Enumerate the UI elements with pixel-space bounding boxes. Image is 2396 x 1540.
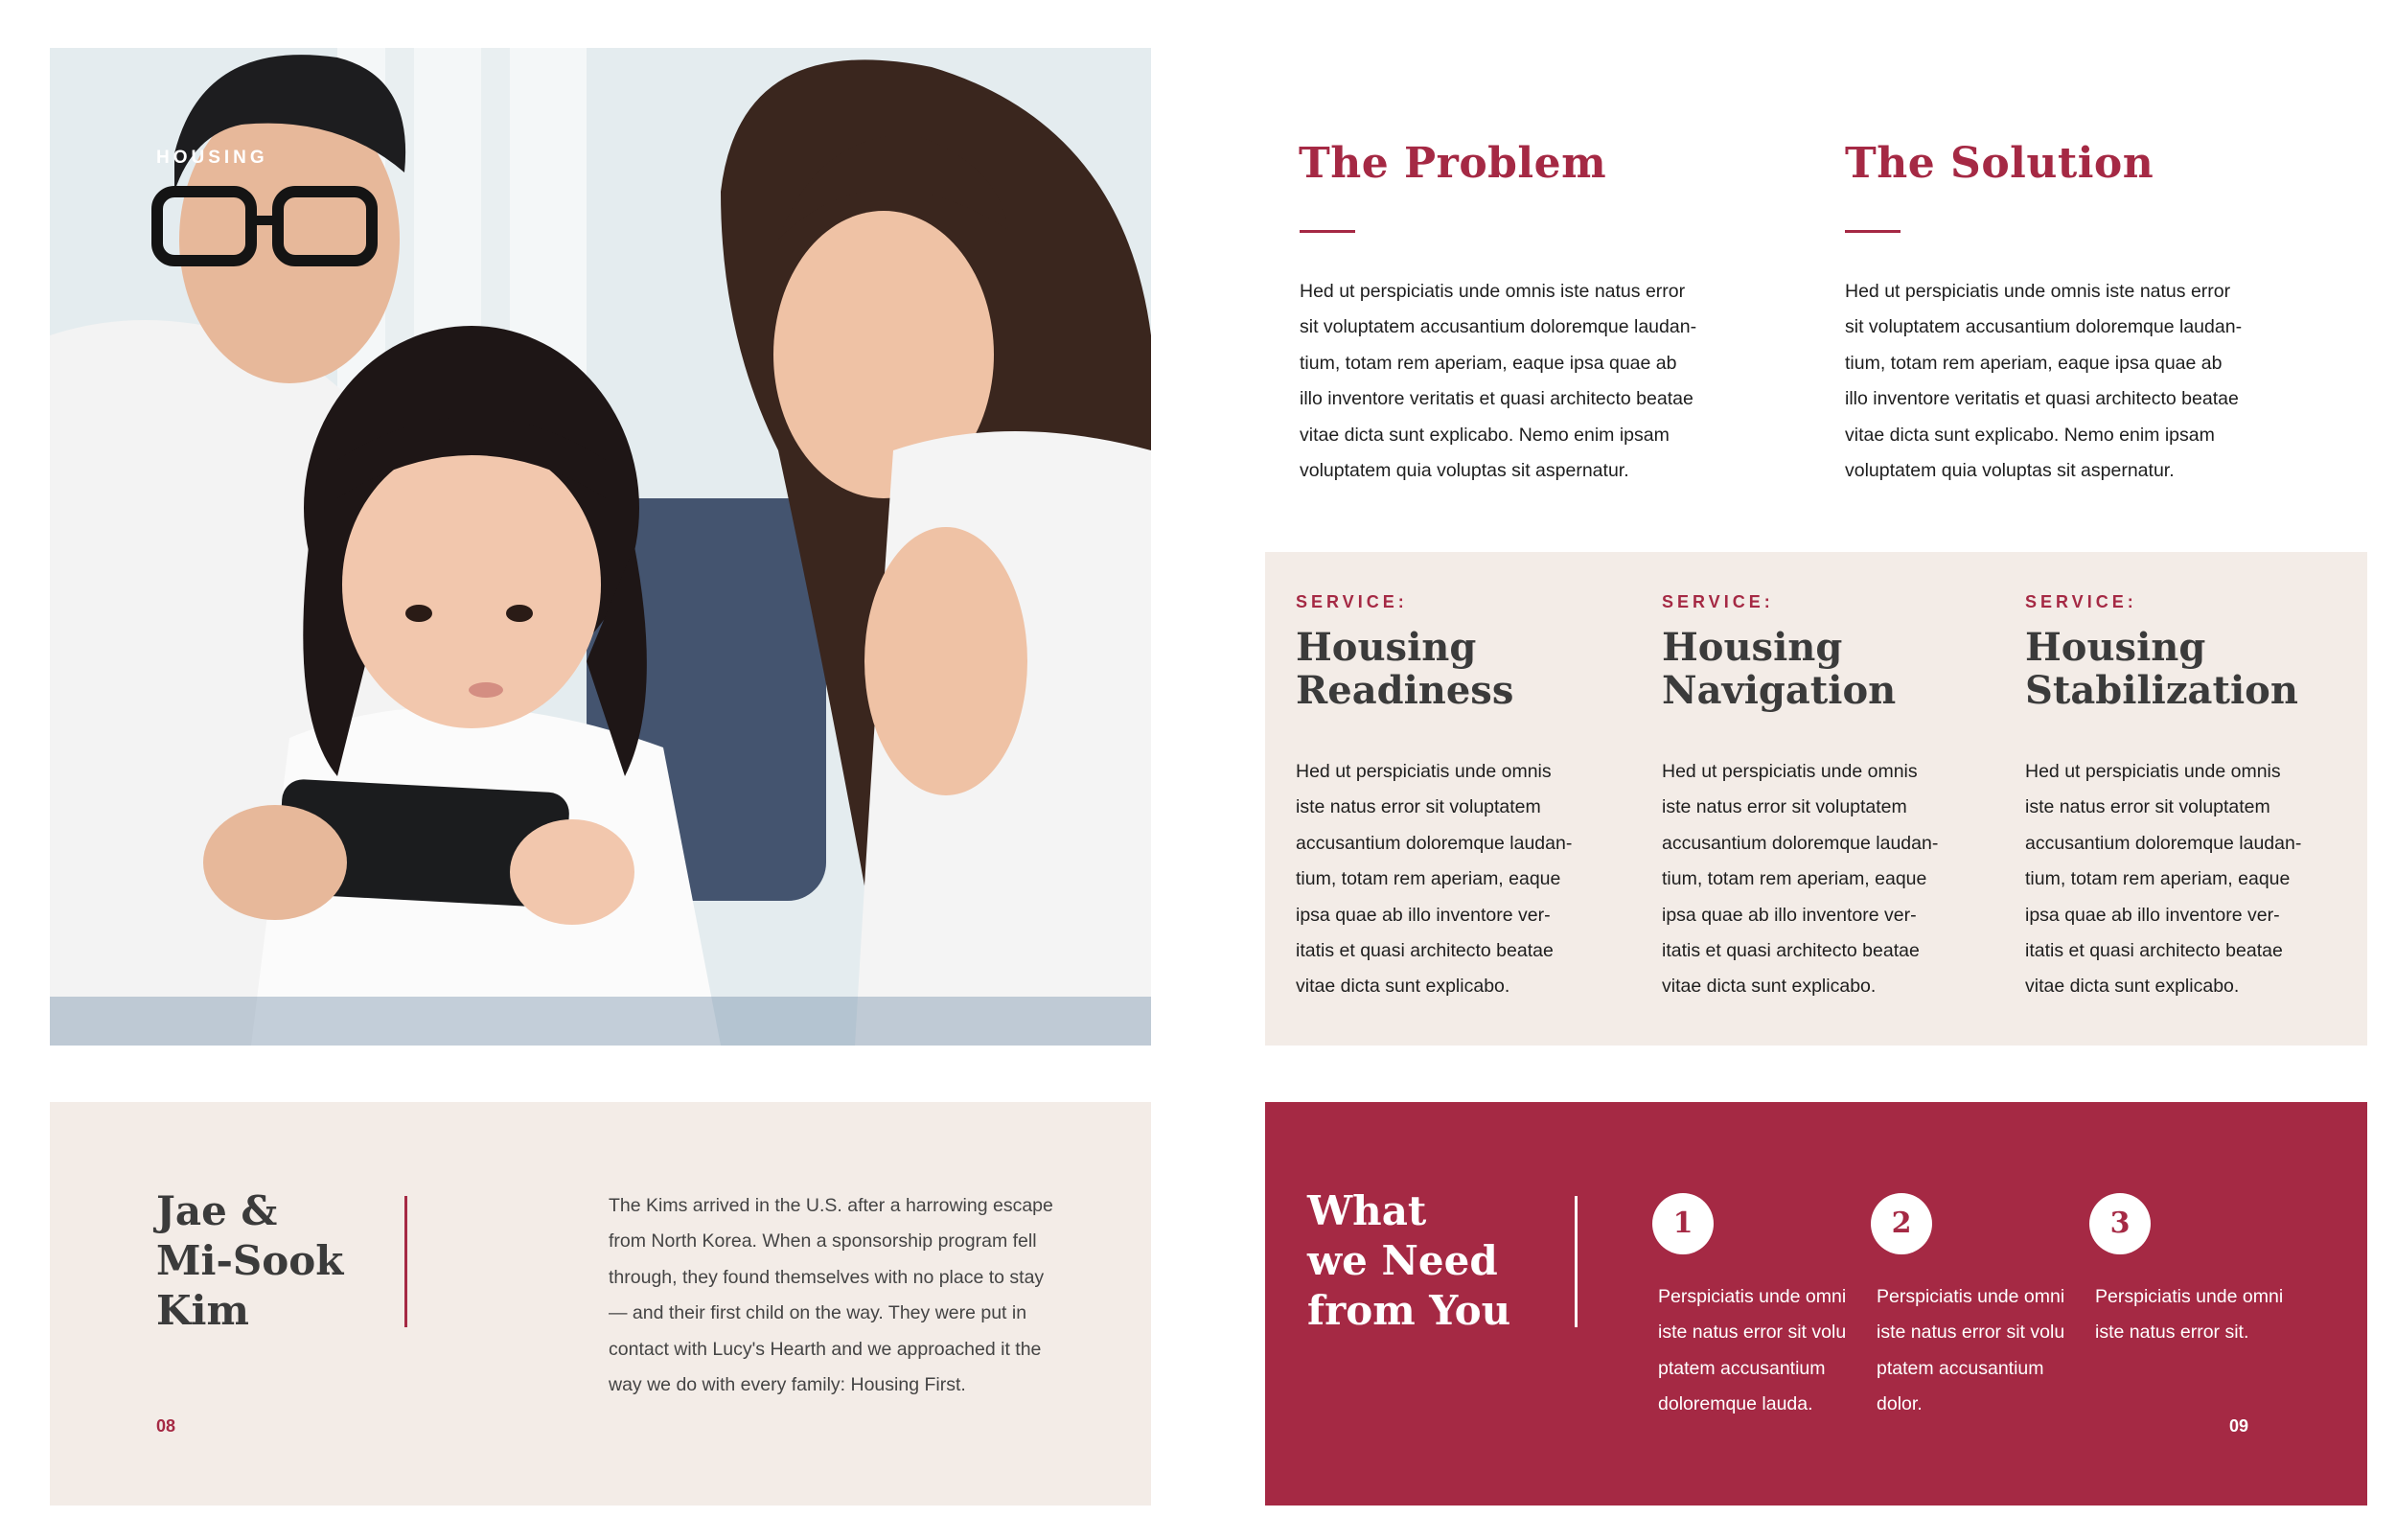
step-number-badge: 1	[1652, 1193, 1714, 1254]
text-line: vitae dicta sunt explicabo. Nemo enim ipsam	[1845, 424, 2215, 446]
text-line: — and their first child on the way. They were put in	[609, 1302, 1027, 1324]
service-card-stabilization	[2025, 592, 2356, 1005]
text-line: illo inventore veritatis et quasi architecto beatae	[1845, 388, 2239, 410]
service-title-line: Housing	[2025, 625, 2206, 670]
service-title-line: Housing	[1662, 625, 1843, 670]
text-line: Hed ut perspiciatis unde omnis	[1296, 761, 1552, 782]
text-line: iste natus error sit volu	[1658, 1322, 1847, 1344]
text-line: illo inventore veritatis et quasi architecto beatae	[1300, 388, 1693, 410]
solution-heading: The Solution	[1845, 139, 2154, 188]
text-line: through, they found themselves with no place to stay	[609, 1266, 1045, 1288]
service-title-line: Housing	[1296, 625, 1477, 670]
text-line: itatis et quasi architecto beatae	[1662, 940, 1920, 962]
family-name-line: Mi-Sook	[156, 1237, 344, 1284]
text-line: voluptatem quia voluptas sit aspernatur.	[1300, 460, 1629, 482]
text-line: voluptatem quia voluptas sit aspernatur.	[1845, 460, 2175, 482]
need-heading-line: we Need	[1307, 1237, 1498, 1284]
text-line: itatis et quasi architecto beatae	[2025, 940, 2283, 962]
family-photo-illustration	[50, 48, 1151, 1046]
problem-rule	[1300, 230, 1355, 233]
service-title	[1662, 626, 1988, 712]
need-item-3	[2089, 1193, 2310, 1351]
service-title-line: Readiness	[1296, 668, 1514, 713]
family-name-line: Jae &	[156, 1187, 278, 1234]
text-line: tium, totam rem aperiam, eaque	[1296, 868, 1561, 890]
text-line: The Kims arrived in the U.S. after a harrowing escape	[609, 1195, 1053, 1216]
solution-text	[1845, 274, 2305, 489]
service-title-line: Stabilization	[2025, 668, 2298, 713]
photo-category-tag: HOUSING	[156, 148, 268, 168]
text-line: Hed ut perspiciatis unde omnis iste natus error	[1845, 281, 2231, 302]
text-line: sit voluptatem accusantium doloremque laudan-	[1845, 316, 2243, 338]
need-item-text	[1877, 1279, 2097, 1423]
service-text	[1296, 754, 1612, 1005]
page-number-left: 08	[156, 1416, 176, 1436]
step-number-badge: 2	[1871, 1193, 1932, 1254]
need-heading-line: What	[1307, 1187, 1427, 1234]
problem-text	[1300, 274, 1750, 489]
text-line: ptatem accusantium	[1877, 1357, 2044, 1379]
service-text	[1662, 754, 1988, 1005]
text-line: vitae dicta sunt explicabo. Nemo enim ipsam	[1300, 424, 1670, 446]
text-line: tium, totam rem aperiam, eaque ipsa quae ab	[1845, 352, 2223, 374]
need-item-text	[2095, 1279, 2315, 1351]
page-number-right: 09	[2229, 1416, 2249, 1436]
text-line: tium, totam rem aperiam, eaque	[1662, 868, 1927, 890]
service-card-readiness	[1296, 592, 1612, 1005]
need-item-2	[1871, 1193, 2072, 1423]
family-name	[156, 1186, 343, 1336]
text-line: iste natus error sit voluptatem	[1662, 796, 1907, 818]
family-name-line: Kim	[156, 1287, 249, 1334]
text-line: doloremque lauda.	[1658, 1393, 1813, 1415]
service-card-navigation	[1662, 592, 1988, 1005]
need-heading-line: from You	[1307, 1287, 1511, 1334]
family-photo	[50, 48, 1151, 1046]
story-text	[609, 1188, 1107, 1403]
step-number-badge: 3	[2089, 1193, 2151, 1254]
text-line: iste natus error sit voluptatem	[2025, 796, 2270, 818]
text-line: Perspiciatis unde omni	[1877, 1286, 2065, 1307]
text-line: accusantium doloremque laudan-	[1296, 832, 1573, 854]
text-line: tium, totam rem aperiam, eaque ipsa quae ab	[1300, 352, 1677, 374]
service-label: SERVICE:	[1296, 592, 1408, 611]
text-line: tium, totam rem aperiam, eaque	[2025, 868, 2291, 890]
text-line: accusantium doloremque laudan-	[2025, 832, 2302, 854]
text-line: vitae dicta sunt explicabo.	[2025, 976, 2240, 998]
service-title-line: Navigation	[1662, 668, 1897, 713]
text-line: ptatem accusantium	[1658, 1357, 1826, 1379]
text-line: contact with Lucy's Hearth and we approached it the	[609, 1338, 1042, 1360]
service-label: SERVICE:	[1662, 592, 1774, 611]
problem-heading: The Problem	[1299, 139, 1607, 188]
service-text	[2025, 754, 2356, 1005]
text-line: Hed ut perspiciatis unde omnis	[1662, 761, 1918, 782]
service-title	[1296, 626, 1612, 712]
text-line: Hed ut perspiciatis unde omnis	[2025, 761, 2281, 782]
need-item-text	[1658, 1279, 1878, 1423]
text-line: iste natus error sit volu	[1877, 1322, 2065, 1344]
text-line: vitae dicta sunt explicabo.	[1296, 976, 1510, 998]
text-line: ipsa quae ab illo inventore ver-	[2025, 904, 2280, 926]
service-label: SERVICE:	[2025, 592, 2137, 611]
text-line: Perspiciatis unde omni	[2095, 1286, 2284, 1307]
text-line: dolor.	[1877, 1393, 1923, 1415]
text-line: sit voluptatem accusantium doloremque laudan-	[1300, 316, 1697, 338]
text-line: iste natus error sit voluptatem	[1296, 796, 1541, 818]
text-line: ipsa quae ab illo inventore ver-	[1662, 904, 1917, 926]
text-line: Hed ut perspiciatis unde omnis iste natus error	[1300, 281, 1686, 302]
text-line: way we do with every family: Housing First.	[609, 1374, 966, 1396]
text-line: ipsa quae ab illo inventore ver-	[1296, 904, 1551, 926]
text-line: vitae dicta sunt explicabo.	[1662, 976, 1877, 998]
solution-rule	[1845, 230, 1901, 233]
need-item-1	[1652, 1193, 1854, 1423]
text-line: iste natus error sit.	[2095, 1322, 2249, 1344]
text-line: accusantium doloremque laudan-	[1662, 832, 1939, 854]
text-line: Perspiciatis unde omni	[1658, 1286, 1847, 1307]
service-title	[2025, 626, 2356, 712]
story-divider	[404, 1196, 407, 1327]
need-divider	[1575, 1196, 1578, 1327]
text-line: from North Korea. When a sponsorship program fell	[609, 1230, 1037, 1253]
need-heading	[1307, 1186, 1510, 1336]
text-line: itatis et quasi architecto beatae	[1296, 940, 1554, 962]
